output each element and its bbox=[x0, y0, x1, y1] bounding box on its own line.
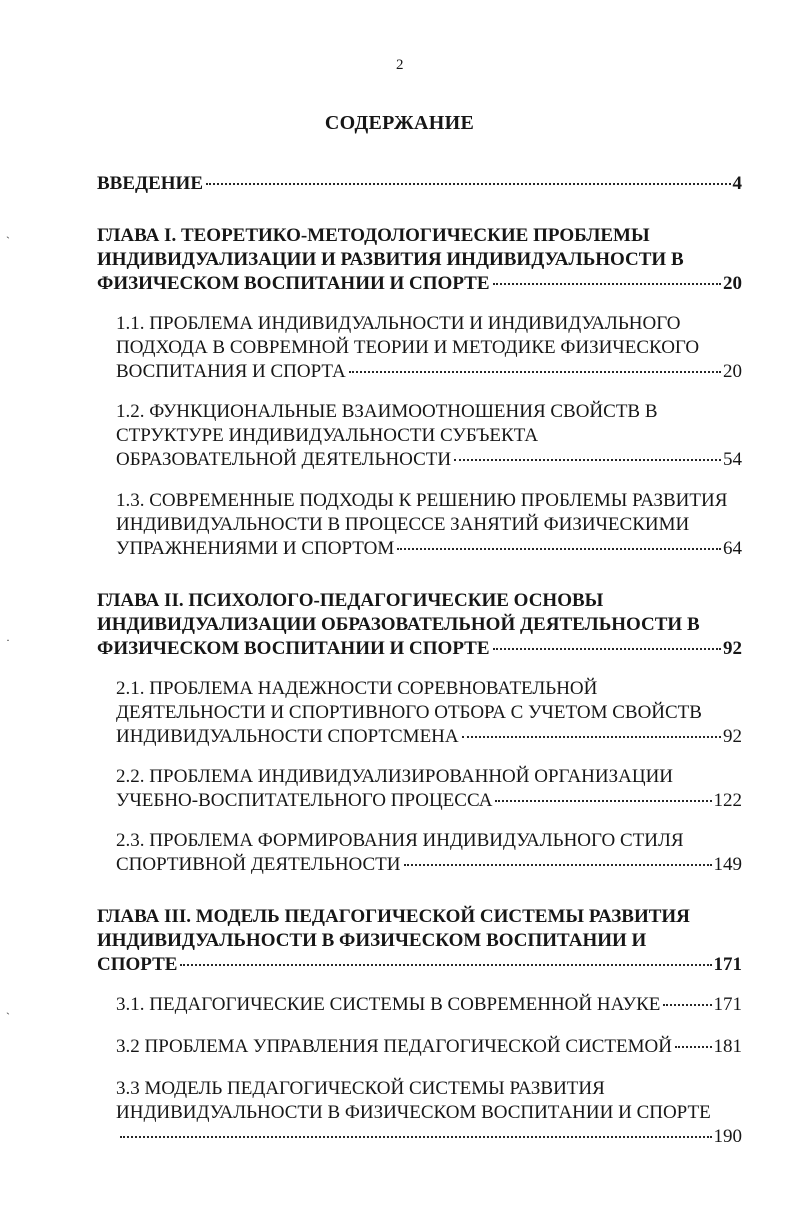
toc-entry-section-3-3[interactable] bbox=[116, 1077, 742, 1149]
toc-line bbox=[97, 929, 742, 953]
toc-line bbox=[116, 677, 742, 701]
entry-page-number: 171 bbox=[713, 954, 742, 975]
toc-line bbox=[116, 701, 742, 725]
entry-title-line: ГЛАВА II. ПСИХОЛОГО-ПЕДАГОГИЧЕСКИЕ ОСНОВЫ bbox=[97, 590, 604, 611]
toc-line bbox=[116, 424, 742, 448]
toc-line bbox=[116, 448, 742, 472]
entry-title-line: ИНДИВИДУАЛЬНОСТИ В ПРОЦЕССЕ ЗАНЯТИЙ ФИЗИЧЕСКИМИ bbox=[116, 514, 690, 535]
toc-line bbox=[116, 360, 742, 384]
entry-page-number: 149 bbox=[713, 854, 742, 875]
toc-line bbox=[116, 853, 742, 877]
dot-leader bbox=[404, 864, 712, 866]
toc-entry-chapter-3[interactable] bbox=[97, 905, 742, 977]
toc-entry-introduction[interactable] bbox=[97, 172, 742, 196]
entry-title-line: ПОДХОДА В СОВРЕМНОЙ ТЕОРИИ И МЕТОДИКЕ ФИЗИЧЕСКОГО bbox=[116, 337, 700, 358]
scan-speck: · bbox=[6, 633, 10, 647]
dot-leader bbox=[493, 648, 722, 650]
toc-line bbox=[116, 336, 742, 360]
entry-title-line: ФИЗИЧЕСКОМ ВОСПИТАНИИ И СПОРТЕ bbox=[97, 273, 490, 294]
entry-title-line: 2.3. ПРОБЛЕМА ФОРМИРОВАНИЯ ИНДИВИДУАЛЬНОГО СТИЛЯ bbox=[116, 830, 684, 851]
toc-line bbox=[116, 765, 742, 789]
toc-entry-section-2-2[interactable] bbox=[116, 765, 742, 813]
entry-title-line: УЧЕБНО-ВОСПИТАТЕЛЬНОГО ПРОЦЕССА bbox=[116, 790, 493, 811]
entry-title-line: 3.1. ПЕДАГОГИЧЕСКИЕ СИСТЕМЫ В СОВРЕМЕННОЙ НАУКЕ bbox=[116, 994, 661, 1015]
entry-title-line: ОБРАЗОВАТЕЛЬНОЙ ДЕЯТЕЛЬНОСТИ bbox=[116, 449, 452, 470]
page-number: 2 bbox=[396, 57, 404, 73]
toc-line bbox=[116, 1125, 742, 1149]
dot-leader bbox=[397, 548, 721, 550]
toc-line bbox=[116, 789, 742, 813]
dot-leader bbox=[349, 371, 721, 373]
entry-page-number: 64 bbox=[723, 538, 742, 559]
toc-entry-chapter-1[interactable] bbox=[97, 224, 742, 296]
entry-title-line: 2.2. ПРОБЛЕМА ИНДИВИДУАЛИЗИРОВАННОЙ ОРГАНИЗАЦИИ bbox=[116, 766, 674, 787]
toc-entry-section-1-2[interactable] bbox=[116, 400, 742, 472]
toc-line bbox=[116, 993, 742, 1017]
entry-title-line: 2.1. ПРОБЛЕМА НАДЕЖНОСТИ СОРЕВНОВАТЕЛЬНОЙ bbox=[116, 678, 598, 699]
toc-line bbox=[97, 905, 742, 929]
entry-title-line: ИНДИВИДУАЛЬНОСТИ В ФИЗИЧЕСКОМ ВОСПИТАНИИ И СПОРТЕ bbox=[116, 1102, 711, 1123]
toc-line bbox=[97, 248, 742, 272]
entry-title-line: ГЛАВА III. МОДЕЛЬ ПЕДАГОГИЧЕСКОЙ СИСТЕМЫ РАЗВИТИЯ bbox=[97, 906, 690, 927]
toc-line bbox=[97, 589, 742, 613]
entry-title-line: УПРАЖНЕНИЯМИ И СПОРТОМ bbox=[116, 538, 395, 559]
toc-line bbox=[97, 172, 742, 196]
toc-line bbox=[116, 489, 742, 513]
entry-page-number: 171 bbox=[713, 994, 742, 1015]
entry-page-number: 54 bbox=[723, 449, 742, 470]
entry-title-line: СПОРТИВНОЙ ДЕЯТЕЛЬНОСТИ bbox=[116, 854, 401, 875]
toc-line bbox=[116, 1101, 742, 1125]
dot-leader bbox=[663, 1004, 711, 1006]
toc-title: СОДЕРЖАНИЕ bbox=[324, 112, 475, 134]
dot-leader bbox=[495, 800, 711, 802]
dot-leader bbox=[454, 459, 721, 461]
toc-line bbox=[97, 272, 742, 296]
entry-title-line: ВОСПИТАНИЯ И СПОРТА bbox=[116, 361, 346, 382]
dot-leader bbox=[206, 183, 731, 185]
entry-title-line: ИНДИВИДУАЛЬНОСТИ СПОРТСМЕНА bbox=[116, 726, 459, 747]
entry-title-line: СТРУКТУРЕ ИНДИВИДУАЛЬНОСТИ СУБЪЕКТА bbox=[116, 425, 539, 446]
toc-line bbox=[116, 1035, 742, 1059]
entry-page-number: 190 bbox=[713, 1126, 742, 1147]
toc-line bbox=[116, 400, 742, 424]
entry-title-line: ФИЗИЧЕСКОМ ВОСПИТАНИИ И СПОРТЕ bbox=[97, 638, 490, 659]
entry-page-number: 4 bbox=[732, 173, 742, 194]
toc-line bbox=[116, 829, 742, 853]
entry-page-number: 20 bbox=[723, 273, 742, 294]
toc-line bbox=[116, 312, 742, 336]
entry-title-line: 3.3 МОДЕЛЬ ПЕДАГОГИЧЕСКОЙ СИСТЕМЫ РАЗВИТИЯ bbox=[116, 1078, 605, 1099]
toc-line bbox=[116, 725, 742, 749]
toc-line bbox=[97, 953, 742, 977]
entry-title-line: 1.3. СОВРЕМЕННЫЕ ПОДХОДЫ К РЕШЕНИЮ ПРОБЛЕМЫ РАЗВИТИЯ bbox=[116, 490, 728, 511]
toc-entry-section-1-1[interactable] bbox=[116, 312, 742, 384]
entry-page-number: 92 bbox=[723, 638, 742, 659]
scan-speck: ` bbox=[6, 1010, 10, 1024]
entry-title-line: 3.2 ПРОБЛЕМА УПРАВЛЕНИЯ ПЕДАГОГИЧЕСКОЙ СИСТЕМОЙ bbox=[116, 1036, 672, 1057]
entry-title-line: 1.2. ФУНКЦИОНАЛЬНЫЕ ВЗАИМООТНОШЕНИЯ СВОЙСТВ В bbox=[116, 401, 658, 422]
toc-entry-section-2-3[interactable] bbox=[116, 829, 742, 877]
dot-leader bbox=[675, 1046, 712, 1048]
dot-leader bbox=[462, 736, 721, 738]
entry-page-number: 20 bbox=[723, 361, 742, 382]
toc-line bbox=[116, 513, 742, 537]
entry-title-line: ГЛАВА I. ТЕОРЕТИКО-МЕТОДОЛОГИЧЕСКИЕ ПРОБЛЕМЫ bbox=[97, 225, 650, 246]
toc-entry-section-3-2[interactable] bbox=[116, 1035, 742, 1059]
scan-speck: ` bbox=[6, 234, 10, 248]
entry-title-line: ДЕЯТЕЛЬНОСТИ И СПОРТИВНОГО ОТБОРА С УЧЕТОМ СВОЙСТВ bbox=[116, 702, 702, 723]
entry-page-number: 181 bbox=[713, 1036, 742, 1057]
toc-line bbox=[116, 537, 742, 561]
entry-title-line: ИНДИВИДУАЛИЗАЦИИ ОБРАЗОВАТЕЛЬНОЙ ДЕЯТЕЛЬНОСТИ В bbox=[97, 614, 700, 635]
toc-entry-section-1-3[interactable] bbox=[116, 489, 742, 561]
entry-title-line: 1.1. ПРОБЛЕМА ИНДИВИДУАЛЬНОСТИ И ИНДИВИДУАЛЬНОГО bbox=[116, 313, 681, 334]
entry-page-number: 122 bbox=[713, 790, 742, 811]
entry-title: ВВЕДЕНИЕ bbox=[97, 173, 203, 194]
toc-entry-chapter-2[interactable] bbox=[97, 589, 742, 661]
entry-title-line: ИНДИВИДУАЛЬНОСТИ В ФИЗИЧЕСКОМ ВОСПИТАНИИ И bbox=[97, 930, 647, 951]
toc-line bbox=[97, 613, 742, 637]
toc-entry-section-2-1[interactable] bbox=[116, 677, 742, 749]
dot-leader bbox=[180, 964, 711, 966]
dot-leader bbox=[120, 1136, 712, 1138]
toc-line bbox=[97, 637, 742, 661]
entry-page-number: 92 bbox=[723, 726, 742, 747]
toc-line bbox=[97, 224, 742, 248]
toc-line bbox=[116, 1077, 742, 1101]
toc-entry-section-3-1[interactable] bbox=[116, 993, 742, 1017]
entry-title-line: ИНДИВИДУАЛИЗАЦИИ И РАЗВИТИЯ ИНДИВИДУАЛЬНОСТИ В bbox=[97, 249, 684, 270]
dot-leader bbox=[493, 283, 722, 285]
entry-title-line: СПОРТЕ bbox=[97, 954, 178, 975]
